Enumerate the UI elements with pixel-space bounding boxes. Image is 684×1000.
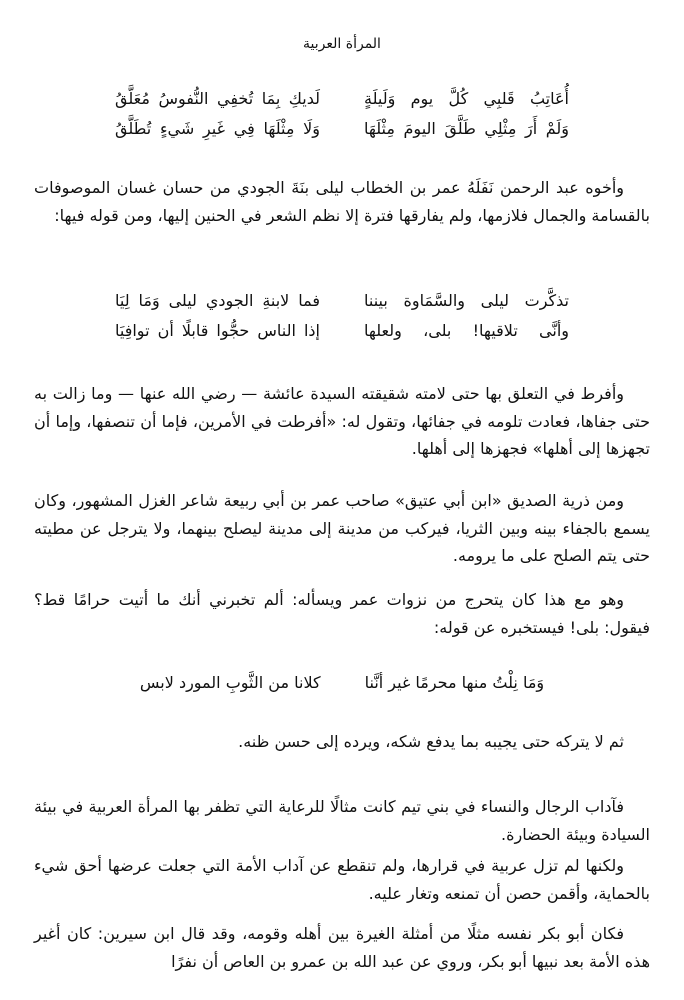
verse-line — [0, 286, 684, 316]
verse-first-hemistich: أُعَاتِبُ قَلبِي كُلَّ يوم وَلَيلَةٍ — [364, 89, 569, 108]
poem-2 — [0, 286, 684, 346]
paragraph: وأفرط في التعلق بها حتى لامته شقيقته السيدة عائشة — رضي الله عنها — وما زالت به حتى جفاها، فعادت تلومه في جفائها، وتقول له: «أفرطت في الأمرين، فإما أن تنصفها، وإما أن تجهزها إلى أهلها» فجهزها إلى أهلها. — [34, 384, 650, 458]
verse-first-hemistich: وَمَا نِلْتُ منها محرمًا غير أنَّنا — [364, 673, 545, 692]
paragraph: ولكنها لم تزل عربية في قرارها، ولم تنقطع عن آداب الأمة التي جعلت عرضها أحق شيء بالحماية، وأقمن حصن أن تمنعه وتغار عليه. — [34, 856, 650, 903]
verse-first-hemistich: تذكَّرت ليلى والسَّمَاوة بيننا — [364, 291, 569, 310]
paragraph: فآداب الرجال والنساء في بني تيم كانت مثالًا للرعاية التي تظفر بها المرأة العربية في بيئة السيادة وبيئة الحضارة. — [34, 797, 650, 844]
paragraph: ومن ذرية الصديق «ابن أبي عتيق» صاحب عمر بن أبي ربيعة شاعر الغزل المشهور، وكان يسمع بالجفاء بينه وبين الثريا، فيركب من مدينة إلى مدينة ليصلح بينهما، ولا يترجل عن مطيته حتى يتم الصلح على ما يرومه. — [34, 491, 650, 565]
poem-3 — [0, 668, 684, 698]
verse-second-hemistich: كلانا من الثَّوبِ المورد لابس — [139, 673, 321, 692]
verse-line — [0, 668, 684, 698]
verse-line — [0, 114, 684, 144]
paragraph: فكان أبو بكر نفسه مثلًا من أمثلة الغيرة بين أهله وقومه، وقد قال ابن سيرين: كان أغير هذه الأمة بعد نبيها أبو بكر، وروي عن عبد الله بن عمرو بن العاص أن نفرًا — [34, 924, 650, 971]
verse-first-hemistich: وأنَّى تلاقيها! بلى، ولعلها — [364, 321, 569, 340]
page-header: المرأة العربية — [303, 36, 381, 52]
poem-1 — [0, 84, 684, 144]
paragraph: ثم لا يتركه حتى يجيبه بما يدفع شكه، ويرده إلى حسن ظنه. — [238, 732, 624, 751]
verse-line — [0, 84, 684, 114]
verse-second-hemistich: فما لابنةِ الجودي ليلى وَمَا لِيَا — [115, 291, 320, 310]
verse-second-hemistich: إذا الناس حجُّوا قابلًا أن توافِيَا — [115, 321, 320, 340]
verse-line — [0, 316, 684, 346]
verse-first-hemistich: وَلَمْ أَرَ مِثْلِي طَلَّقَ اليومَ مِثْلَهَا — [364, 119, 569, 138]
verse-second-hemistich: لَديكِ بِمَا تُخفِي النُّفوسُ مُعَلَّقُ — [115, 89, 320, 108]
paragraph: وأخوه عبد الرحمن نَفَلَهُ عمر بن الخطاب ليلى بنَةَ الجودي من حسان غسان الموصوفات بالقسامة والجمال فلازمها، ولم يفارقها فترة إلا نظم الشعر في الحنين إليها، ومن قوله فيها: — [34, 178, 650, 225]
paragraph: وهو مع هذا كان يتحرج من نزوات عمر ويسأله: ألم تخبرني أنك ما أتيت حرامًا قط؟ فيقول: بلى! فيستخبره عن قوله: — [34, 590, 650, 637]
verse-second-hemistich: وَلَا مِثْلَهَا فِي غَيرِ شَيءٍ تُطَلَّقُ — [115, 119, 320, 138]
